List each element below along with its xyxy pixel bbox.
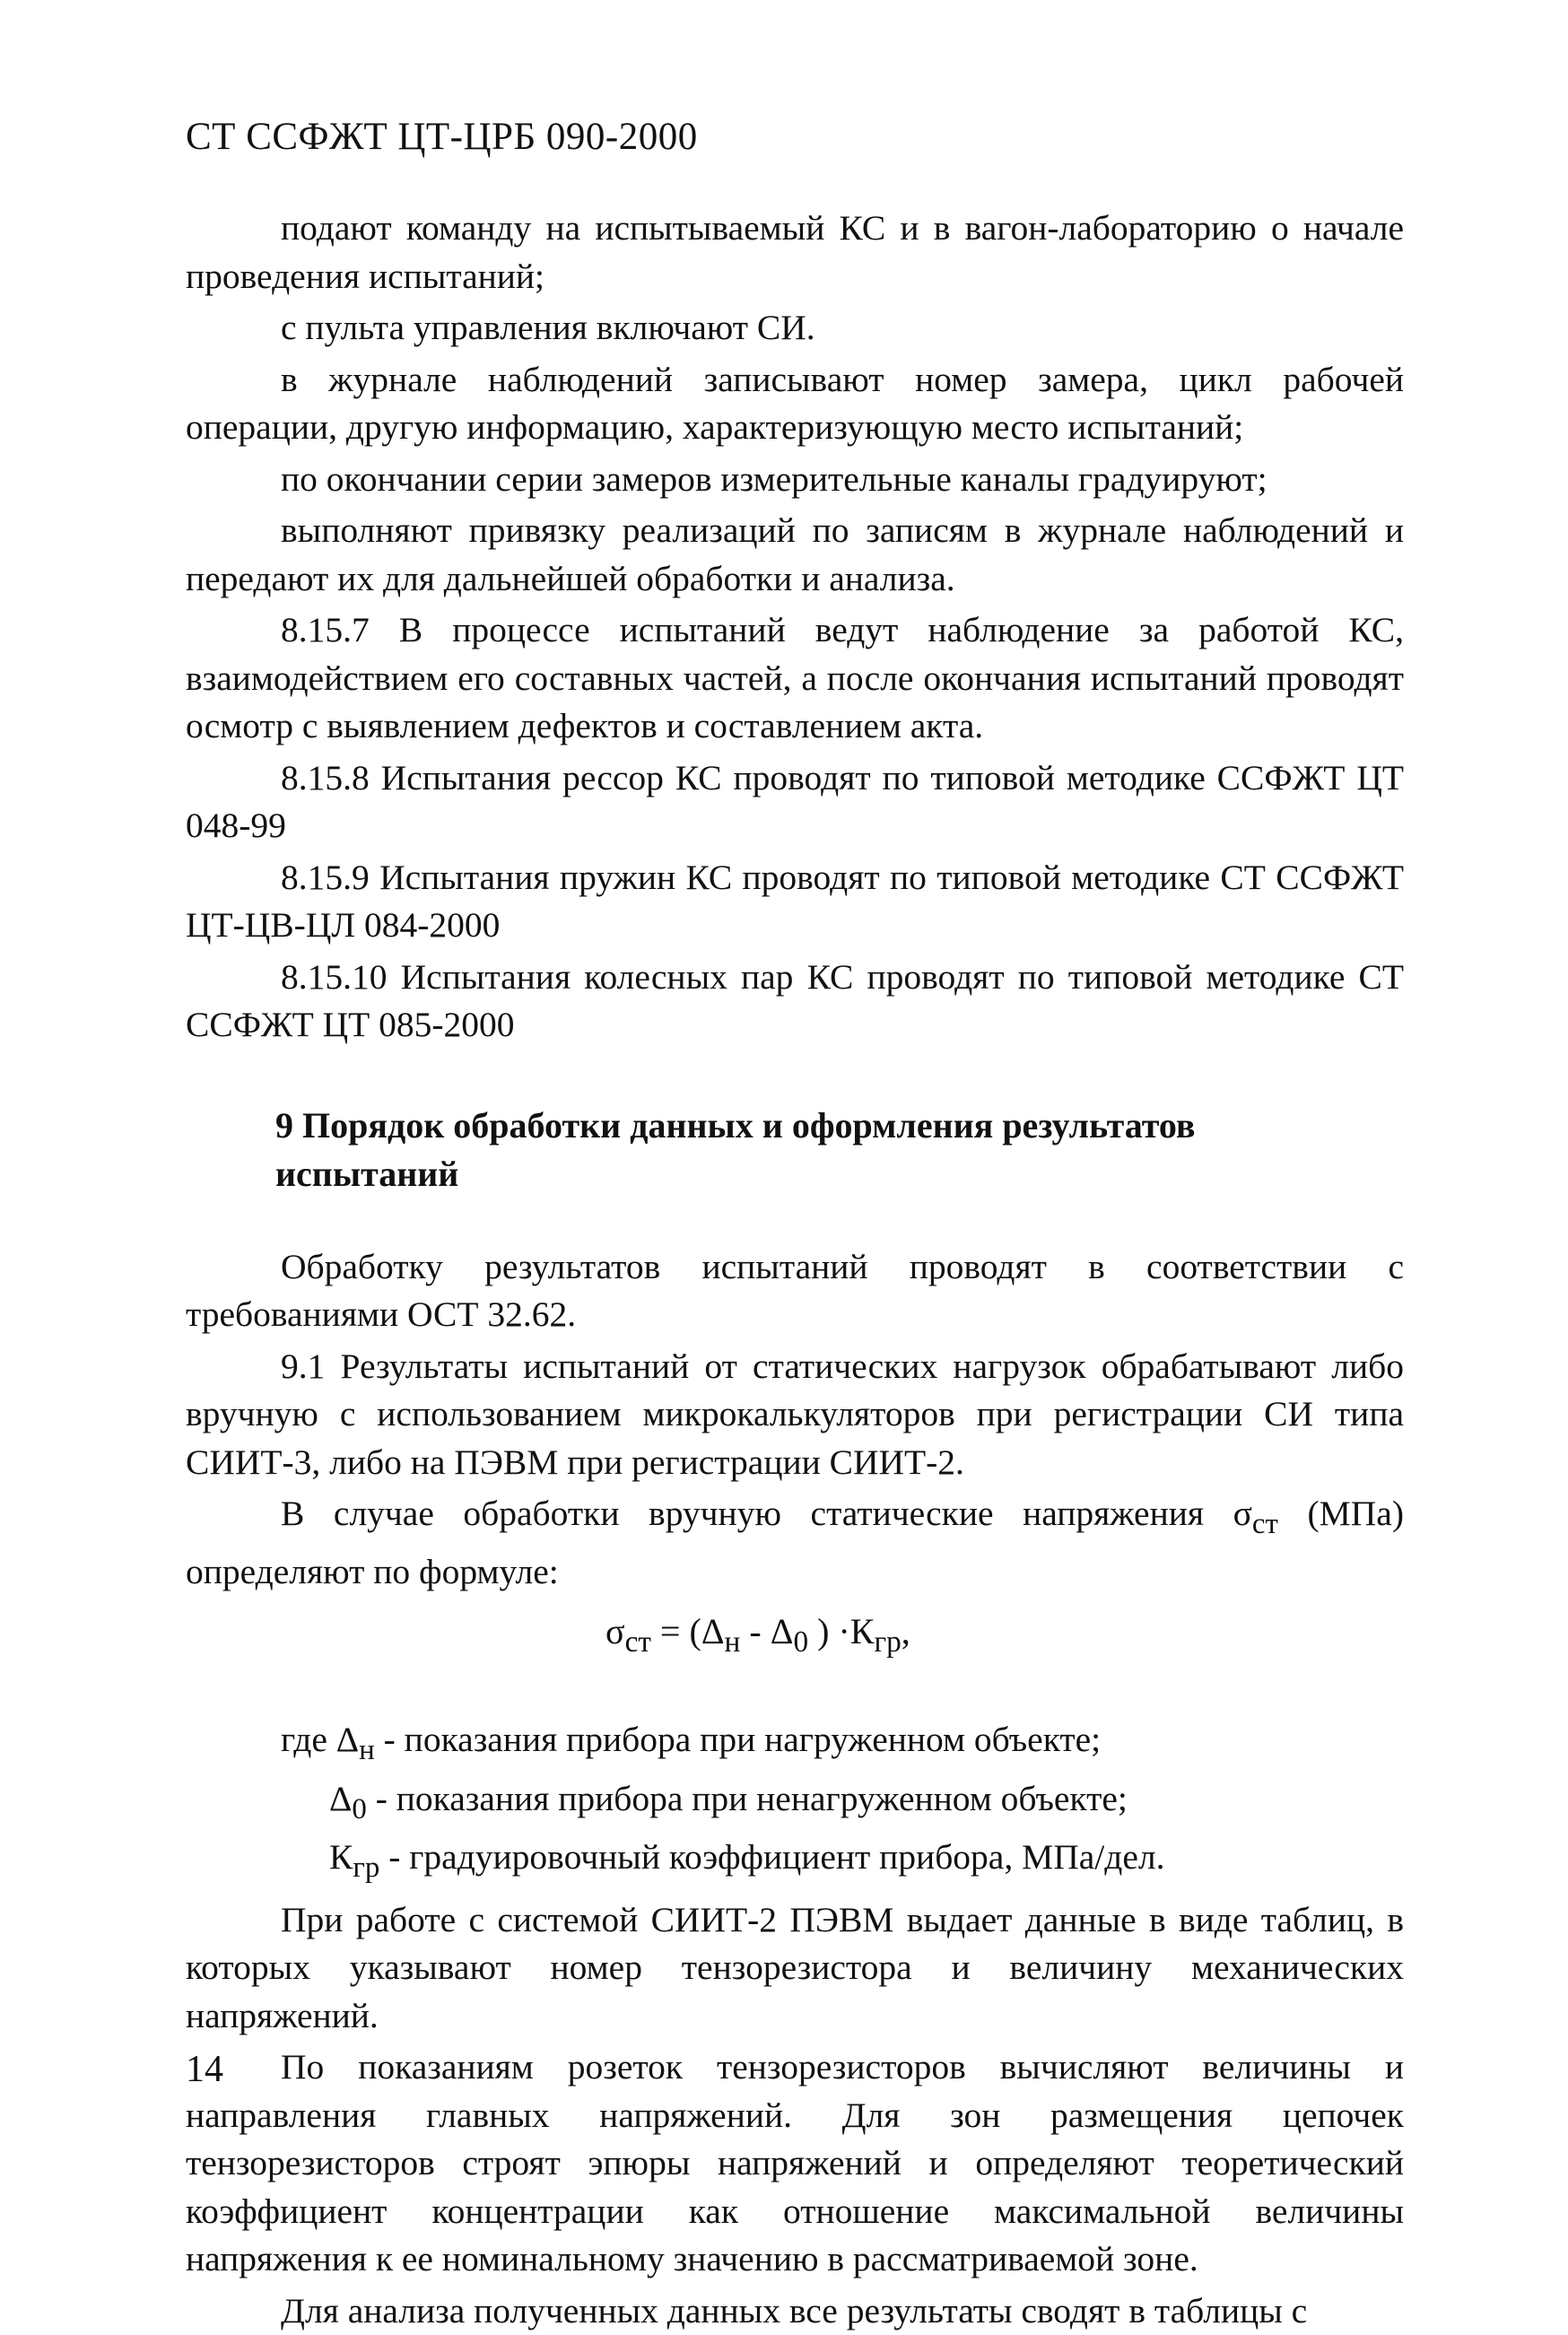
paragraph: Обработку результатов испытаний проводят в соответствии с требованиями ОСТ 32.62. [186, 1246, 1404, 1334]
formula-close: ) · [808, 1610, 850, 1651]
where-symbol-sub: 0 [352, 1792, 367, 1825]
paragraph-8-15-10: 8.15.10 Испытания колесных пар КС проводят по типовой методике СТ ССФЖТ ЦТ 085-2000 [186, 956, 1404, 1044]
paragraph-8-15-8: 8.15.8 Испытания рессор КС проводят по типовой методике ССФЖТ ЦТ 048-99 [186, 757, 1404, 845]
where-text: - градуировочный коэффициент прибора, МПа/дел. [379, 1837, 1165, 1878]
formula-delta-n-sub: н [724, 1625, 741, 1659]
formula-intro-text-end: (МПа) определяют по формуле: [186, 1494, 1404, 1592]
paragraph: с пульта управления включают СИ. [281, 308, 815, 347]
where-definition [186, 1716, 1404, 1774]
where-definition [186, 1775, 1404, 1834]
paragraph-9-1: 9.1 Результаты испытаний от статических нагрузок обрабатывают либо вручную с использованием микрокалькуляторов при регистрации СИ типа СИИТ-3, либо на ПЭВМ при регистрации СИИТ-2. [186, 1346, 1404, 1482]
page-number: 14 [186, 2049, 223, 2090]
where-text: - показания прибора при ненагруженном объекте; [366, 1778, 1128, 1818]
paragraph: Для анализа полученных данных все результаты сводят в таблицы с [281, 2290, 1308, 2331]
stress-formula [186, 1607, 1404, 1667]
paragraph: подают команду на испытываемый КС и в вагон-лабораторию о начале проведения испытаний; [186, 208, 1404, 296]
formula-sigma-sub: ст [624, 1625, 651, 1659]
document-code-header: СТ ССФЖТ ЦТ-ЦРБ 090-2000 [186, 116, 698, 158]
paragraph: в журнале наблюдений записывают номер замера, цикл рабочей операции, другую информацию, характеризующую место испытаний; [186, 359, 1404, 447]
formula-eq: = ( [650, 1610, 701, 1651]
sigma-subscript: ст [1251, 1507, 1278, 1540]
where-symbol-sub: н [359, 1734, 375, 1767]
where-symbol: Δ [329, 1778, 353, 1818]
sigma-symbol: σ [1233, 1494, 1252, 1533]
section-heading: 9 Порядок обработки данных и оформления результатов испытаний [275, 1104, 1196, 1194]
formula-delta-0: Δ [770, 1610, 794, 1651]
where-text: - показания прибора при нагруженном объекте; [374, 1720, 1102, 1760]
formula-intro-text: В случае обработки вручную статические напряжения [281, 1494, 1233, 1533]
formula-k-sub: гр [874, 1625, 902, 1659]
where-symbol: Δ [335, 1720, 360, 1760]
where-definition [186, 1834, 1404, 1892]
where-symbol: К [329, 1837, 353, 1878]
paragraph: При работе с системой СИИТ-2 ПЭВМ выдает данные в виде таблиц, в которых указывают номер тензорезистора и величину механических напряжений. [186, 1899, 1404, 2035]
paragraph-8-15-9: 8.15.9 Испытания пружин КС проводят по типовой методике СТ ССФЖТ ЦТ-ЦВ-ЦЛ 084-2000 [186, 857, 1404, 945]
paragraph: По показаниям розеток тензорезисторов вычисляют величины и направления главных напряжений. Для зон размещения цепочек тензорезисторов строят эпюры напряжений и определяют теоретический коэффициент концентрации как отношение максимальной величины напряжения к ее номинальному значению в рассматриваемой зоне. [186, 2047, 1404, 2279]
where-symbol-sub: гр [353, 1851, 380, 1885]
formula-delta-0-sub: 0 [793, 1625, 809, 1659]
paragraph: по окончании серии замеров измерительные каналы градуируют; [281, 458, 1267, 499]
formula-end: , [901, 1610, 910, 1651]
formula-intro-paragraph [186, 1490, 1404, 1597]
formula-delta-n: Δ [701, 1610, 725, 1651]
formula-k: К [849, 1610, 875, 1651]
paragraph: выполняют привязку реализаций по записям в журнале наблюдений и передают их для дальнейшей обработки и анализа. [186, 510, 1404, 598]
paragraph-8-15-7: 8.15.7 В процессе испытаний ведут наблюдение за работой КС, взаимодействием его составных частей, а после окончания испытаний проводят осмотр с выявлением дефектов и составлением акта. [186, 610, 1404, 745]
formula-minus: - [740, 1610, 771, 1651]
document-body [186, 205, 1404, 2335]
where-prefix: где [281, 1720, 336, 1760]
formula-sigma: σ [605, 1610, 625, 1651]
